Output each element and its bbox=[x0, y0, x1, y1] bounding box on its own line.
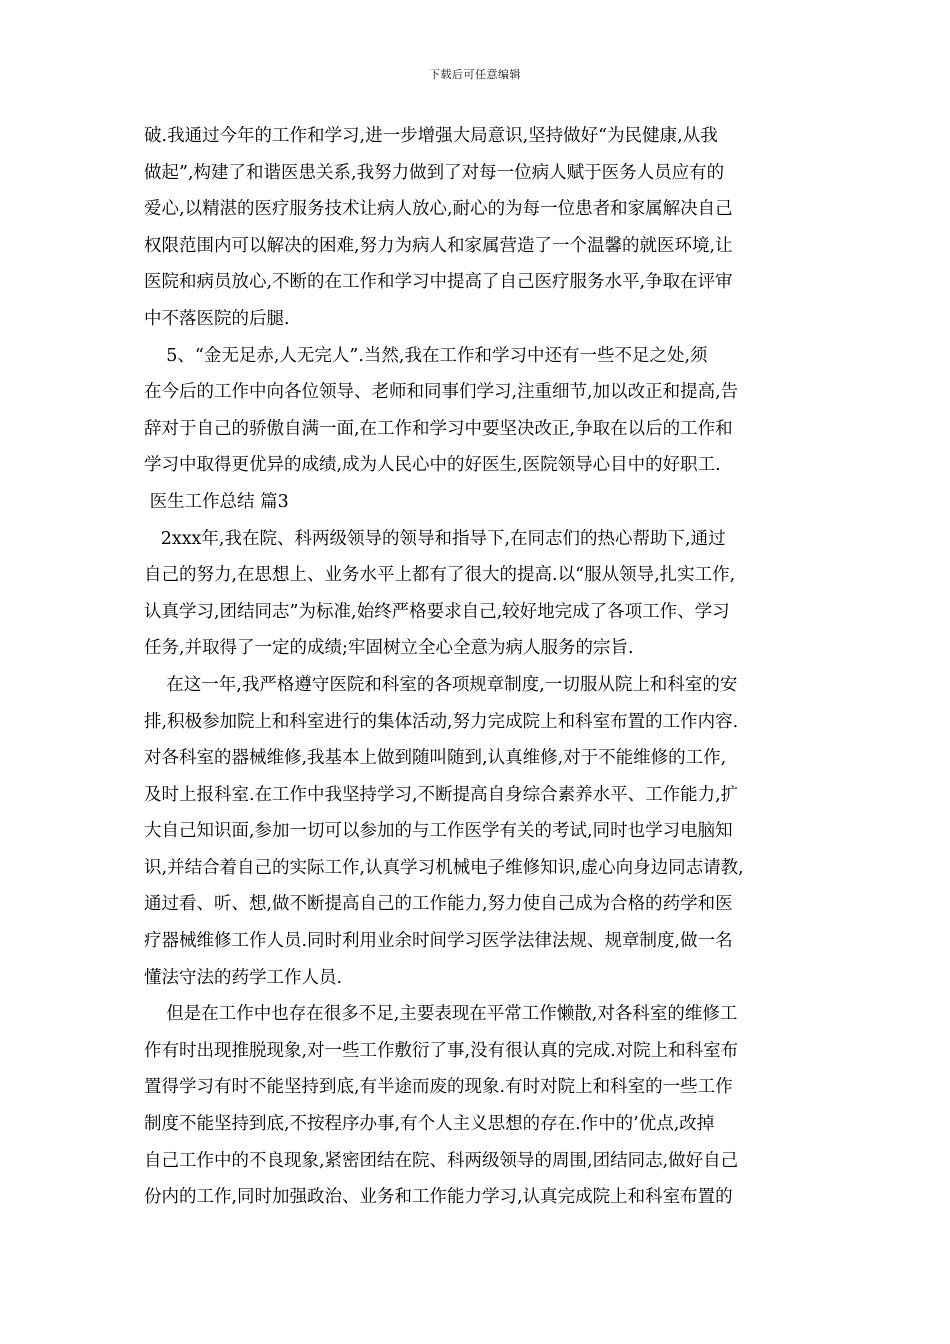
text-line: 2xxx年,我在院、科两级领导的领导和指导下,在同志们的热心帮助下,通过 bbox=[144, 528, 726, 549]
text-line: 任务,并取得了一定的成绩;牢固树立全心全意为病人服务的宗旨. bbox=[144, 638, 634, 659]
text-line: 在这一年,我严格遵守医院和科室的各项规章制度,一切服从院上和科室的安 bbox=[144, 674, 738, 695]
text-line: 份内的工作,同时加强政治、业务和工作能力学习,认真完成院上和科室布置的 bbox=[144, 1187, 733, 1208]
text-line: 爱心,以精湛的医疗服务技术让病人放心,耐心的为每一位患者和家属解决自己 bbox=[144, 199, 733, 220]
text-line: 认真学习,团结同志”为标准,始终严格要求自己,较好地完成了各项工作、学习 bbox=[144, 601, 730, 622]
text-line: 通过看、听、想,做不断提高自己的工作能力,努力使自己成为合格的药学和医 bbox=[144, 894, 733, 915]
text-line: 及时上报科室.在工作中我坚持学习,不断提高自身综合素养水平、工作能力,扩 bbox=[144, 784, 739, 805]
text-line: 中不落医院的后腿. bbox=[144, 308, 290, 329]
text-line: 5、“金无足赤,人无完人”.当然,我在工作和学习中还有一些不足之处,须 bbox=[144, 345, 708, 366]
text-line: 作有时出现推脱现象,对一些工作敷衍了事,没有很认真的完成.对院上和科室布 bbox=[144, 1040, 739, 1061]
text-line: 权限范围内可以解决的困难,努力为病人和家属营造了一个温馨的就医环境,让 bbox=[144, 235, 733, 256]
text-line: 对各科室的器械维修,我基本上做到随叫随到,认真维修,对于不能维修的工作, bbox=[144, 748, 727, 769]
text-line: 做起”,构建了和谐医患关系,我努力做到了对每一位病人赋于医务人员应有的 bbox=[144, 162, 725, 183]
text-line: 在今后的工作中向各位领导、老师和同事们学习,注重细节,加以改正和提高,告 bbox=[144, 382, 739, 403]
text-line: 破.我通过今年的工作和学习,进一步增强大局意识,坚持做好“为民健康,从我 bbox=[144, 126, 718, 146]
document-body bbox=[144, 118, 816, 1216]
text-line: 但是在工作中也存在很多不足,主要表现在平常工作懒散,对各科室的维修工 bbox=[144, 1004, 738, 1025]
page-header: 下载后可任意编辑 bbox=[429, 68, 521, 81]
text-line: 置得学习有时不能坚持到底,有半途而废的现象.有时对院上和科室的一些工作 bbox=[144, 1077, 733, 1098]
text-line: 排,积极参加院上和科室进行的集体活动,努力完成院上和科室布置的工作内容. bbox=[144, 711, 739, 732]
text-line: 医院和病员放心,不断的在工作和学习中提高了自己医疗服务水平,争取在评审 bbox=[144, 272, 733, 293]
text-line: 疗器械维修工作人员.同时利用业余时间学习医学法律法规、规章制度,做一名 bbox=[144, 931, 733, 952]
text-line: 自己的努力,在思想上、业务水平上都有了很大的提高.以“服从领导,扎实工作, bbox=[144, 565, 736, 586]
text-line: 识,并结合着自己的实际工作,认真学习机械电子维修知识,虚心向身边同志请教, bbox=[144, 857, 744, 878]
text-line: 大自己知识面,参加一切可以参加的与工作医学有关的考试,同时也学习电脑知 bbox=[144, 821, 733, 842]
text-line: 懂法守法的药学工作人员. bbox=[144, 967, 343, 988]
section-heading: 医生工作总结 篇3 bbox=[144, 491, 289, 512]
text-line: 制度不能坚持到底,不按程序办事,有个人主义思想的存在.作中的’优点,改掉 bbox=[144, 1114, 715, 1135]
text-line: 学习中取得更优异的成绩,成为人民心中的好医生,医院领导心目中的好职工. bbox=[144, 455, 721, 476]
text-line: 辞对于自己的骄傲自满一面,在工作和学习中要坚决改正,争取在以后的工作和 bbox=[144, 418, 733, 439]
text-line: 自己工作中的不良现象,紧密团结在院、科两级领导的周围,团结同志,做好自己 bbox=[144, 1150, 739, 1171]
